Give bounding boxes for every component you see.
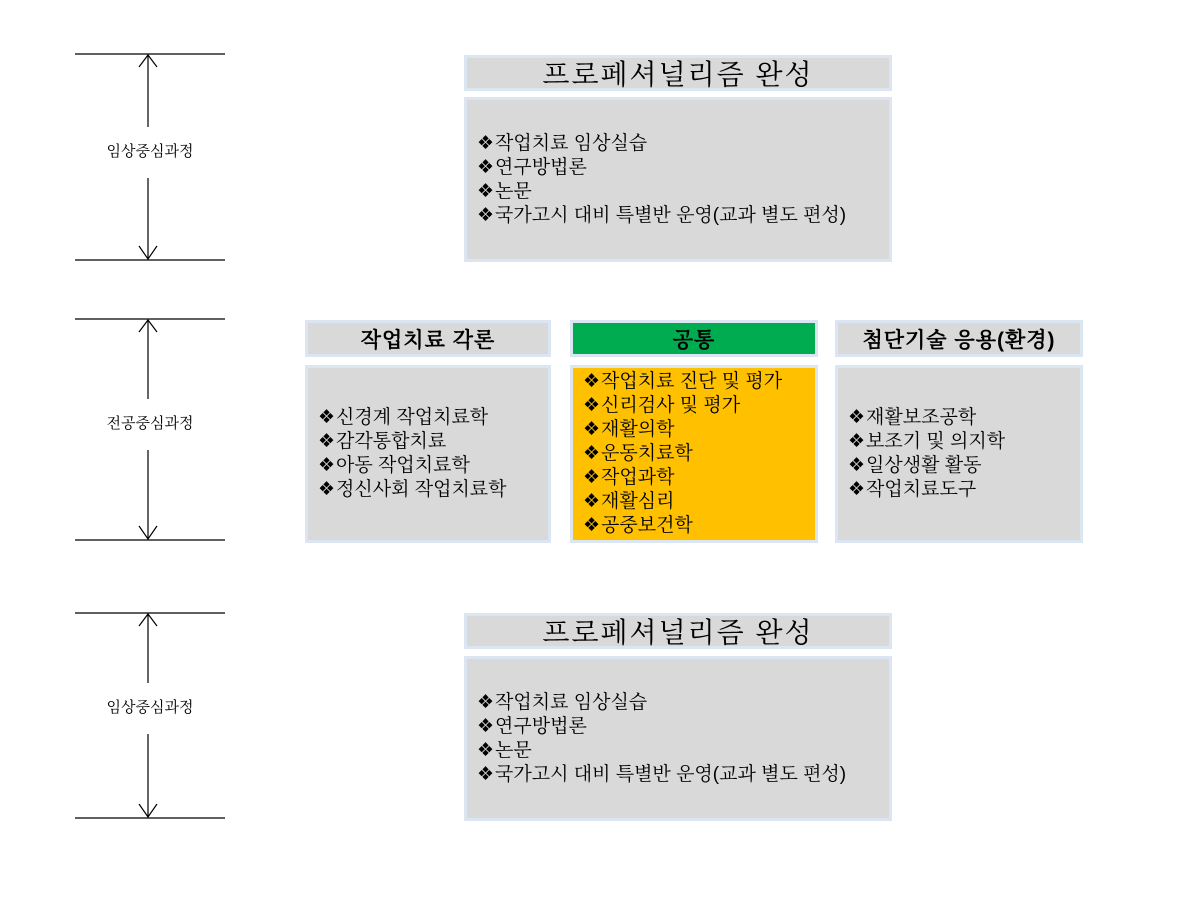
bullet-icon: ❖ (318, 431, 336, 452)
item-text: 공중보건학 (601, 515, 693, 536)
middle-col3-title: 첨단기술 응용(환경) (862, 328, 1056, 352)
list-item (848, 454, 1080, 478)
item-text: 정신사회 작업치료학 (336, 479, 507, 500)
item-text: 감각통합치료 (336, 431, 447, 452)
middle-col1-title-box (305, 320, 551, 357)
bullet-icon: ❖ (477, 739, 495, 761)
bullet-icon: ❖ (848, 431, 866, 452)
bullet-icon: ❖ (477, 763, 495, 785)
middle-col2-title: 공통 (672, 328, 716, 352)
middle-col3-title-box (835, 320, 1083, 357)
bullet-icon: ❖ (477, 204, 495, 226)
middle-col1-content-box (305, 365, 551, 543)
middle-col3-content-box (835, 365, 1083, 543)
item-text: 재활의학 (601, 419, 675, 440)
bullet-icon: ❖ (318, 407, 336, 428)
item-text: 재활심리 (601, 491, 675, 512)
item-text: 작업치료 진단 및 평가 (601, 371, 783, 392)
bullet-icon: ❖ (583, 515, 601, 536)
bullet-icon: ❖ (583, 467, 601, 488)
list-item (477, 739, 889, 763)
list-item (583, 466, 815, 490)
item-text: 작업과학 (601, 467, 675, 488)
item-text: 보조기 및 의지학 (866, 431, 1006, 452)
item-text: 신경계 작업치료학 (336, 407, 489, 428)
list-item (477, 204, 889, 228)
list-item (318, 454, 548, 478)
top-title: 프로페셔널리즘 완성 (542, 59, 814, 90)
bullet-icon: ❖ (583, 395, 601, 416)
middle-col1-title: 작업치료 각론 (360, 328, 496, 352)
bullet-icon: ❖ (318, 455, 336, 476)
list-item (583, 442, 815, 466)
bullet-icon: ❖ (318, 479, 336, 500)
bottom-title: 프로페셔널리즘 완성 (542, 617, 814, 648)
list-item (477, 180, 889, 204)
list-item (318, 478, 548, 502)
list-item (583, 514, 815, 538)
bullet-icon: ❖ (583, 443, 601, 464)
middle-col2-content-box (570, 365, 818, 543)
list-item (477, 763, 889, 787)
list-item (477, 715, 889, 739)
top-content-box (464, 97, 892, 262)
left-rail-bracket-2 (75, 318, 225, 541)
bullet-icon: ❖ (848, 479, 866, 500)
bullet-icon: ❖ (848, 407, 866, 428)
left-rail-bracket-3 (75, 612, 225, 819)
item-text: 논문 (495, 739, 532, 761)
item-text: 작업치료도구 (866, 479, 977, 500)
list-item (583, 370, 815, 394)
bottom-content-box (464, 656, 892, 821)
track-label-major: 전공중심과정 (50, 414, 250, 434)
middle-col2-title-box (570, 320, 818, 357)
list-item (848, 478, 1080, 502)
list-item (477, 156, 889, 180)
bullet-icon: ❖ (583, 491, 601, 512)
list-item (318, 430, 548, 454)
item-text: 논문 (495, 180, 532, 202)
bullet-icon: ❖ (477, 132, 495, 154)
track-label-clinical-bottom: 임상중심과정 (50, 698, 250, 718)
list-item (848, 406, 1080, 430)
item-text: 연구방법론 (495, 156, 587, 178)
list-item (477, 132, 889, 156)
bullet-icon: ❖ (477, 715, 495, 737)
bullet-icon: ❖ (583, 419, 601, 440)
list-item (583, 418, 815, 442)
item-text: 아동 작업치료학 (336, 455, 470, 476)
bullet-icon: ❖ (583, 371, 601, 392)
item-text: 국가고시 대비 특별반 운영(교과 별도 편성) (495, 204, 847, 226)
list-item (477, 691, 889, 715)
track-label-clinical-top: 임상중심과정 (50, 142, 250, 162)
item-text: 신리검사 및 평가 (601, 395, 741, 416)
item-text: 연구방법론 (495, 715, 587, 737)
bottom-title-box (464, 613, 892, 649)
bullet-icon: ❖ (477, 180, 495, 202)
item-text: 재활보조공학 (866, 407, 977, 428)
item-text: 작업치료 임상실습 (495, 691, 648, 713)
bullet-icon: ❖ (477, 156, 495, 178)
bullet-icon: ❖ (477, 691, 495, 713)
list-item (318, 406, 548, 430)
item-text: 일상생활 활동 (866, 455, 982, 476)
list-item (583, 394, 815, 418)
top-title-box (464, 55, 892, 91)
list-item (848, 430, 1080, 454)
list-item (583, 490, 815, 514)
bullet-icon: ❖ (848, 455, 866, 476)
left-rail-bracket-1 (75, 53, 225, 261)
item-text: 운동치료학 (601, 443, 693, 464)
item-text: 작업치료 임상실습 (495, 132, 648, 154)
item-text: 국가고시 대비 특별반 운영(교과 별도 편성) (495, 763, 847, 785)
